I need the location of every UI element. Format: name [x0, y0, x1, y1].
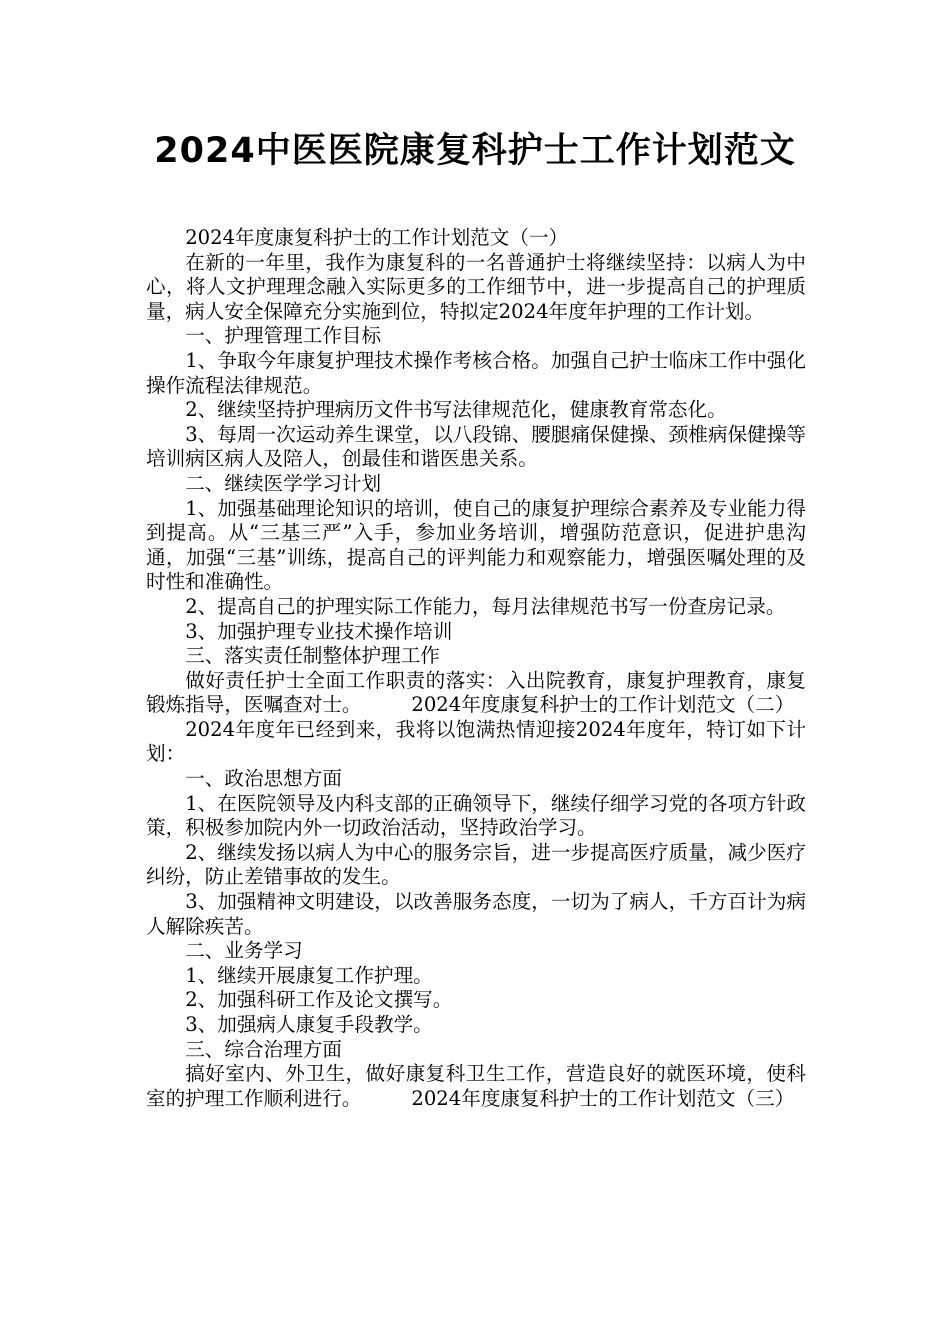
paragraph: 1、争取今年康复护理技术操作考核合格。加强自己护士临床工作中强化操作流程法律规范。 — [146, 348, 806, 397]
paragraph: 做好责任护士全面工作职责的落实：入出院教育，康复护理教育，康复锻炼指导，医嘱查对士。 2024年度康复科护士的工作计划范文（二） — [146, 668, 806, 717]
paragraph: 二、业务学习 — [185, 939, 303, 963]
document-body — [146, 226, 806, 1111]
paragraph: 三、综合治理方面 — [185, 1037, 342, 1061]
paragraph: 2024年度年已经到来，我将以饱满热情迎接2024年度年，特订如下计划： — [146, 717, 806, 766]
paragraph: 1、在医院领导及内科支部的正确领导下，继续仔细学习党的各项方针政策，积极参加院内外一切政治活动，坚持政治学习。 — [146, 791, 806, 840]
paragraph: 2、继续发扬以病人为中心的服务宗旨，进一步提高医疗质量，减少医疗纠纷，防止差错事故的发生。 — [146, 840, 806, 889]
paragraph: 3、加强病人康复手段教学。 — [185, 1013, 433, 1036]
paragraph: 在新的一年里，我作为康复科的一名普通护士将继续坚持：以病人为中心，将人文护理理念融入实际更多的工作细节中，进一步提高自己的护理质量，病人安全保障充分实施到位，特拟定2024年度年护理的工作计划。 — [146, 250, 806, 323]
paragraph: 2024年度康复科护士的工作计划范文（一） — [185, 226, 569, 249]
paragraph: 一、政治思想方面 — [185, 767, 342, 791]
paragraph: 1、继续开展康复工作护理。 — [185, 963, 433, 987]
paragraph: 1、加强基础理论知识的培训，使自己的康复护理综合素养及专业能力得到提高。从“三基三严”入手，参加业务培训，增强防范意识，促进护患沟通，加强“三基”训练，提高自己的评判能力和观察能力，增强医嘱处理的及时性和准确性。 — [146, 496, 806, 594]
paragraph: 搞好室内、外卫生，做好康复科卫生工作，营造良好的就医环境，使科室的护理工作顺利进行。 2024年度康复科护士的工作计划范文（三） — [146, 1062, 806, 1110]
paragraph: 3、每周一次运动养生课堂，以八段锦、腰腿痛保健操、颈椎病保健操等培训病区病人及陪人，创最佳和谐医患关系。 — [146, 422, 806, 471]
paragraph: 二、继续医学学习计划 — [185, 471, 382, 495]
document-title: 2024中医医院康复科护士工作计划范文 — [154, 131, 796, 171]
paragraph: 2、加强科研工作及论文撰写。 — [185, 988, 453, 1012]
paragraph: 一、护理管理工作目标 — [185, 324, 382, 348]
paragraph: 3、加强精神文明建设，以改善服务态度，一切为了病人，千方百计为病人解除疾苦。 — [146, 890, 806, 938]
paragraph: 2、提高自己的护理实际工作能力，每月法律规范书写一份查房记录。 — [185, 594, 786, 618]
paragraph: 2、继续坚持护理病历文件书写法律规范化，健康教育常态化。 — [185, 398, 727, 422]
paragraph: 三、落实责任制整体护理工作 — [185, 644, 440, 668]
paragraph: 3、加强护理专业技术操作培训 — [185, 619, 453, 643]
